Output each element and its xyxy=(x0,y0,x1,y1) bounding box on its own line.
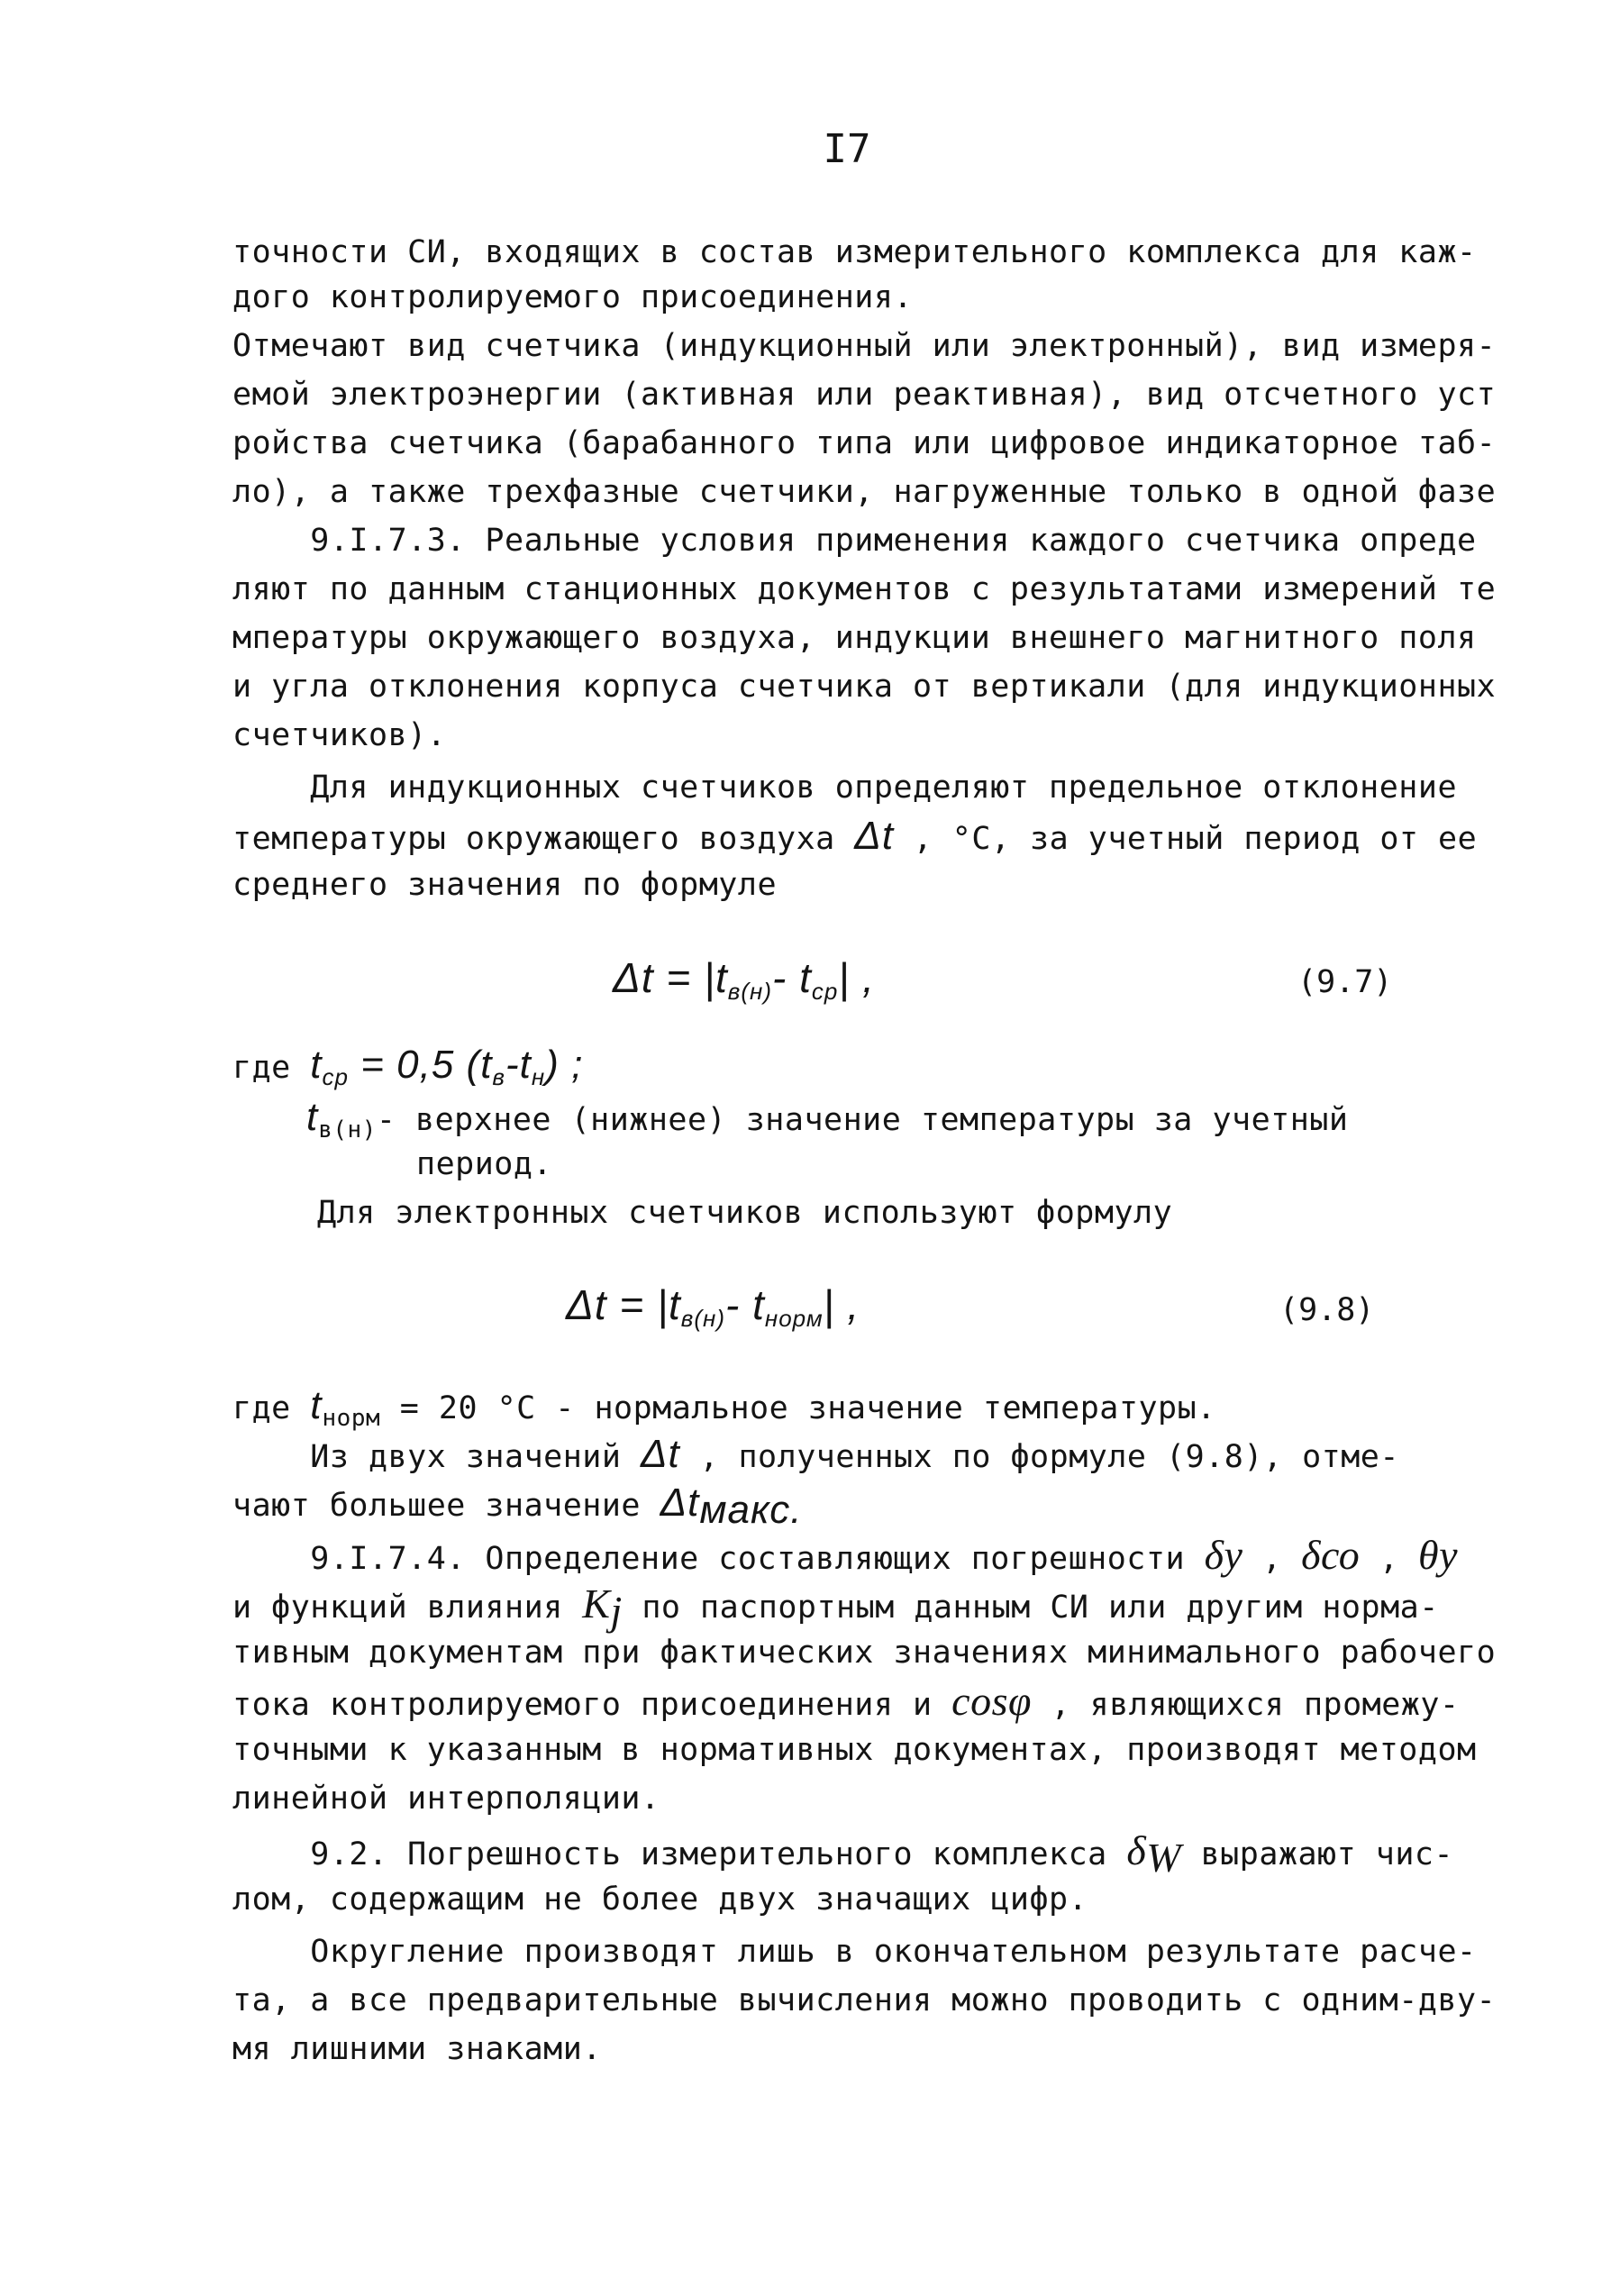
eq-fragment: ) ; xyxy=(545,1043,584,1087)
page-number: I7 xyxy=(823,126,871,172)
text-line xyxy=(306,1095,1349,1150)
eq-subscript: норм xyxy=(322,1405,381,1432)
text-line: Для электронных счетчиков используют формулу xyxy=(317,1195,1173,1231)
text-line: Округление производят лишь в окончательном результате расче- xyxy=(232,1934,1477,1970)
text-line: период. xyxy=(416,1146,553,1182)
cos-phi-symbol: cosφ xyxy=(951,1678,1032,1724)
text-line xyxy=(232,1483,802,1530)
t-symbol: t xyxy=(519,1043,532,1087)
eq-fragment: | , xyxy=(823,1281,860,1328)
text-line: точности СИ, входящих в состав измерительного комплекса для каж- xyxy=(232,234,1477,270)
delta-w-symbol: δ xyxy=(1126,1827,1147,1873)
k-j-symbol: K xyxy=(582,1581,611,1626)
text-fragment: тока контролируемого присоединения и xyxy=(232,1687,952,1723)
text-fragment: чают большее значение xyxy=(232,1488,660,1524)
text-line: Для индукционных счетчиков определяют предельное отклонение xyxy=(232,770,1458,806)
text-fragment: - верхнее (нижнее) значение температуры за учетный xyxy=(376,1102,1349,1138)
eq-subscript: ср xyxy=(811,978,839,1005)
text-line xyxy=(232,1532,1459,1579)
text-line: мпературы окружающего воздуха, индукции внешнего магнитного поля xyxy=(232,620,1477,656)
equation-number: (9.8) xyxy=(1279,1292,1375,1328)
text-fragment: , полученных по формуле (9.8), отме- xyxy=(679,1439,1399,1475)
eq-fragment: - t xyxy=(725,1281,765,1328)
theta-y-symbol: θу xyxy=(1418,1532,1459,1578)
text-line: среднего значения по формуле xyxy=(232,867,778,903)
eq-subscript: в(н) xyxy=(727,978,772,1005)
text-fragment: = 20 °С - нормальное значение температуры. xyxy=(380,1390,1216,1426)
text-fragment: , являющихся промежу- xyxy=(1031,1687,1460,1723)
delta-y-symbol: δу xyxy=(1204,1532,1243,1578)
text-fragment: , °С, за учетный период от ее xyxy=(894,821,1478,857)
text-line xyxy=(232,1432,1399,1477)
text-fragment: выражают чис- xyxy=(1181,1836,1454,1872)
eq-subscript: ср xyxy=(322,1063,349,1090)
delta-t-symbol: Δt xyxy=(641,1432,680,1476)
eq-fragment: Δt = |t xyxy=(613,954,728,1001)
eq-fragment: = 0,5 ( xyxy=(349,1043,481,1087)
eq-subscript: в(н) xyxy=(318,1116,377,1143)
eq-subscript: в(н) xyxy=(680,1305,725,1332)
text-fragment: температуры окружающего воздуха xyxy=(232,821,855,857)
text-fragment: 9.2. Погрешность измерительного комплекса xyxy=(232,1836,1127,1872)
eq-fragment: - xyxy=(505,1043,520,1087)
delta-t-max-symbol: Δt xyxy=(660,1481,700,1525)
text-line: Отмечают вид счетчика (индукционный или электронный), вид измеря- xyxy=(232,328,1497,364)
text-line: дого контролируемого присоединения. xyxy=(232,279,914,315)
text-line xyxy=(232,1827,1454,1881)
eq-subscript: н xyxy=(531,1063,546,1090)
t-symbol: t xyxy=(480,1043,493,1087)
text-line: и угла отклонения корпуса счетчика от вертикали (для индукционных xyxy=(232,669,1497,705)
delta-t-symbol: Δt xyxy=(854,814,895,858)
equation-number: (9.7) xyxy=(1297,964,1393,1000)
text-line: тивным документам при фактических значениях минимального рабочего xyxy=(232,1635,1497,1671)
text-line xyxy=(232,1045,583,1097)
text-line: линейной интерполяции. xyxy=(232,1781,660,1817)
text-fragment: 9.I.7.4. Определение составляющих погрешности xyxy=(232,1541,1205,1577)
text-line: ройства счетчика (барабанного типа или цифровое индикаторное таб- xyxy=(232,425,1497,461)
text-line: мя лишними знаками. xyxy=(232,2031,602,2067)
text-line: 9.I.7.3. Реальные условия применения каждого счетчика опреде xyxy=(232,523,1477,559)
text-line xyxy=(232,1581,1439,1634)
eq-fragment: - t xyxy=(772,954,812,1001)
t-symbol: t xyxy=(310,1383,323,1427)
delta-co-symbol: δсо xyxy=(1301,1532,1361,1578)
text-line: ло), а также трехфазные счетчики, нагруженные только в одной фазе xyxy=(232,474,1497,510)
text-fragment: Из двух значений xyxy=(232,1439,642,1475)
eq-fragment: Δt = |t xyxy=(566,1281,681,1328)
text-fragment: и функций влияния xyxy=(232,1590,583,1626)
equation-9-8 xyxy=(566,1278,860,1345)
text-line: та, а все предварительные вычисления можно проводить с одним-дву- xyxy=(232,1982,1497,2018)
eq-fragment: | , xyxy=(838,954,875,1001)
t-symbol: t xyxy=(306,1095,319,1139)
eq-subscript: норм xyxy=(764,1305,824,1332)
t-symbol: t xyxy=(310,1043,323,1087)
eq-subscript: W xyxy=(1146,1835,1182,1881)
equation-9-7 xyxy=(613,951,875,1018)
text-fragment: по паспортным данным СИ или другим норма- xyxy=(622,1590,1439,1626)
text-line: емой электроэнергии (активная или реактивная), вид отсчетного уст xyxy=(232,377,1497,413)
text-fragment: где xyxy=(232,1390,311,1426)
separator: , xyxy=(1242,1541,1302,1577)
separator: , xyxy=(1360,1541,1418,1577)
eq-subscript: в xyxy=(492,1063,505,1090)
text-line: ляют по данным станционных документов с результатами измерений те xyxy=(232,571,1497,607)
text-line: точными к указанным в нормативных документах, производят методом xyxy=(232,1732,1477,1768)
text-fragment: где xyxy=(232,1050,311,1086)
eq-subscript: макс. xyxy=(699,1488,803,1532)
text-line: счетчиков). xyxy=(232,717,447,753)
text-line: лом, содержащим не более двух значащих цифр. xyxy=(232,1881,1088,1918)
text-line xyxy=(232,816,1477,859)
text-line xyxy=(232,1678,1460,1725)
text-line xyxy=(232,1383,1216,1438)
eq-subscript: j xyxy=(610,1588,623,1634)
